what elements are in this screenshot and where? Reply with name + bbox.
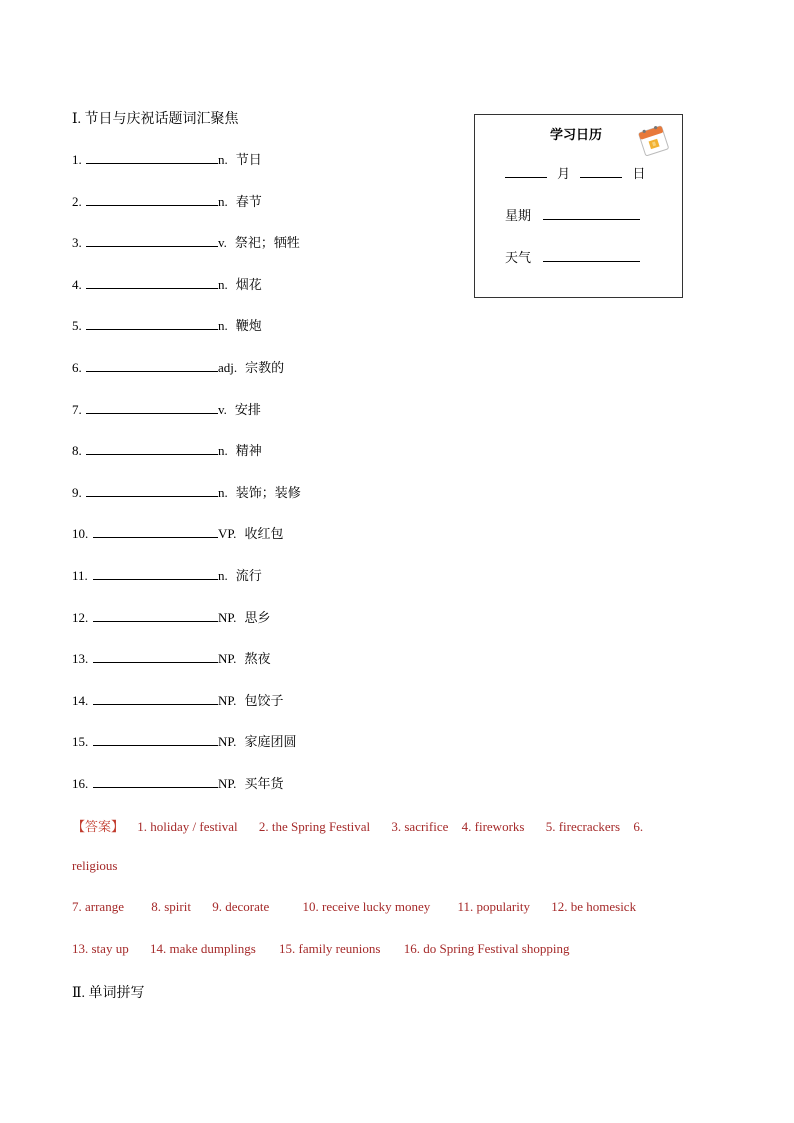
calendar-date-row [505,163,645,182]
answer-blank[interactable] [93,524,218,538]
section-2-title: Ⅱ. 单词拼写 [72,986,145,1001]
answer-13: 13. stay up [72,941,129,956]
answer-blank[interactable] [86,358,218,372]
part-of-speech: v. [218,401,227,417]
answer-blank[interactable] [93,691,218,705]
vocab-item [72,233,300,253]
part-of-speech: VP. [218,526,237,542]
answer-9: 9. decorate [212,899,270,914]
item-number: 4. [72,276,82,292]
answer-10: 10. receive lucky money [302,899,431,914]
vocab-item [72,275,262,295]
item-number: 12. [72,609,89,625]
answer-blank[interactable] [93,608,218,622]
answers-line-3 [72,899,636,915]
part-of-speech: n. [218,152,228,167]
answer-blank[interactable] [86,150,218,164]
answer-6-word: religious [72,858,118,873]
chinese-meaning: 宗教的 [245,361,285,376]
item-number: 8. [72,443,82,459]
calendar-title: 学习日历 [550,128,603,143]
chinese-meaning: 春节 [235,194,262,210]
part-of-speech: NP. [218,734,237,750]
weather-label: 天气 [505,251,532,266]
chinese-meaning: 节日 [235,153,262,168]
month-blank[interactable] [505,165,547,178]
answer-blank[interactable] [86,275,218,289]
answer-blank[interactable] [86,400,218,414]
answer-blank[interactable] [93,566,218,580]
chinese-meaning: 装饰；装修 [235,485,301,501]
chinese-meaning: 思乡 [244,610,271,626]
item-number: 3. [72,235,82,251]
part-of-speech: n. [218,193,228,209]
study-calendar [474,114,683,298]
part-of-speech: NP. [218,609,237,625]
answers-label: 【答案】 [72,820,125,835]
chinese-meaning: 买年货 [244,777,284,792]
answer-7: 7. arrange [72,899,124,914]
chinese-meaning: 祭祀；牺牲 [234,236,300,252]
answer-14: 14. make dumplings [149,941,256,956]
chinese-meaning: 收红包 [244,527,284,543]
section-1-title: Ⅰ. 节日与庆祝话题词汇聚焦 [72,112,239,127]
answer-blank[interactable] [86,192,218,206]
item-number: 15. [72,734,89,750]
weekday-blank[interactable] [543,207,640,220]
answer-5: 5. firecrackers [545,819,621,834]
part-of-speech: NP. [218,776,237,791]
vocab-item [72,400,261,420]
vocab-item [72,316,262,336]
answer-blank[interactable] [86,441,218,455]
part-of-speech: n. [218,318,228,334]
answers-line-4 [72,941,569,957]
chinese-meaning: 家庭团圆 [244,735,297,751]
answer-4: 4. fireworks [461,819,525,834]
item-number: 10. [72,526,89,542]
calendar-weekday-row [505,205,640,224]
answer-blank[interactable] [86,483,218,497]
item-number: 5. [72,318,82,334]
vocab-item [72,483,301,503]
part-of-speech: adj. [218,360,238,375]
vocab-item [72,358,284,378]
answers-line-1 [72,816,643,835]
chinese-meaning: 流行 [235,569,262,584]
answer-2: 2. the Spring Festival [258,819,371,834]
answer-11: 11. popularity [457,899,530,914]
vocab-item [72,441,262,461]
vocab-item [72,774,283,794]
part-of-speech: NP. [218,651,237,667]
vocab-item [72,524,283,544]
month-label: 月 [557,167,571,182]
weather-blank[interactable] [543,249,640,262]
item-number: 2. [72,193,82,209]
day-label: 日 [632,167,646,182]
answer-6-number: 6. [633,819,644,834]
answer-1: 1. holiday / festival [137,819,238,834]
part-of-speech: n. [218,568,228,583]
chinese-meaning: 烟花 [235,277,262,293]
part-of-speech: n. [218,276,228,292]
part-of-speech: NP. [218,692,237,708]
item-number: 9. [72,484,82,500]
answer-blank[interactable] [93,732,218,746]
calendar-icon [633,119,673,159]
vocab-item [72,649,270,669]
item-number: 14. [72,692,89,708]
item-number: 6. [72,360,82,375]
item-number: 7. [72,401,82,417]
weekday-label: 星期 [505,209,532,224]
part-of-speech: n. [218,443,228,459]
vocab-item [72,566,262,586]
vocab-item [72,608,270,628]
answer-15: 15. family reunions [279,941,381,956]
vocab-item [72,691,283,711]
part-of-speech: n. [218,484,228,500]
chinese-meaning: 安排 [234,402,261,418]
answer-blank[interactable] [93,649,218,663]
answer-8: 8. spirit [151,899,191,914]
answer-blank[interactable] [86,233,218,247]
chinese-meaning: 鞭炮 [235,319,262,335]
answer-blank[interactable] [86,316,218,330]
chinese-meaning: 精神 [235,444,262,460]
answer-3: 3. sacrifice [391,819,449,834]
part-of-speech: v. [218,235,227,251]
item-number: 11. [72,568,88,583]
answer-16: 16. do Spring Festival shopping [403,941,570,956]
vocab-item [72,150,262,170]
item-number: 1. [72,152,82,167]
chinese-meaning: 包饺子 [244,693,284,709]
item-number: 13. [72,651,89,667]
calendar-weather-row [505,247,640,266]
item-number: 16. [72,776,89,791]
answer-blank[interactable] [93,774,218,788]
vocab-item [72,192,262,212]
chinese-meaning: 熬夜 [244,652,271,668]
day-blank[interactable] [580,165,622,178]
answers-line-2 [72,858,118,874]
vocab-item [72,732,296,752]
answer-12: 12. be homesick [551,899,637,914]
